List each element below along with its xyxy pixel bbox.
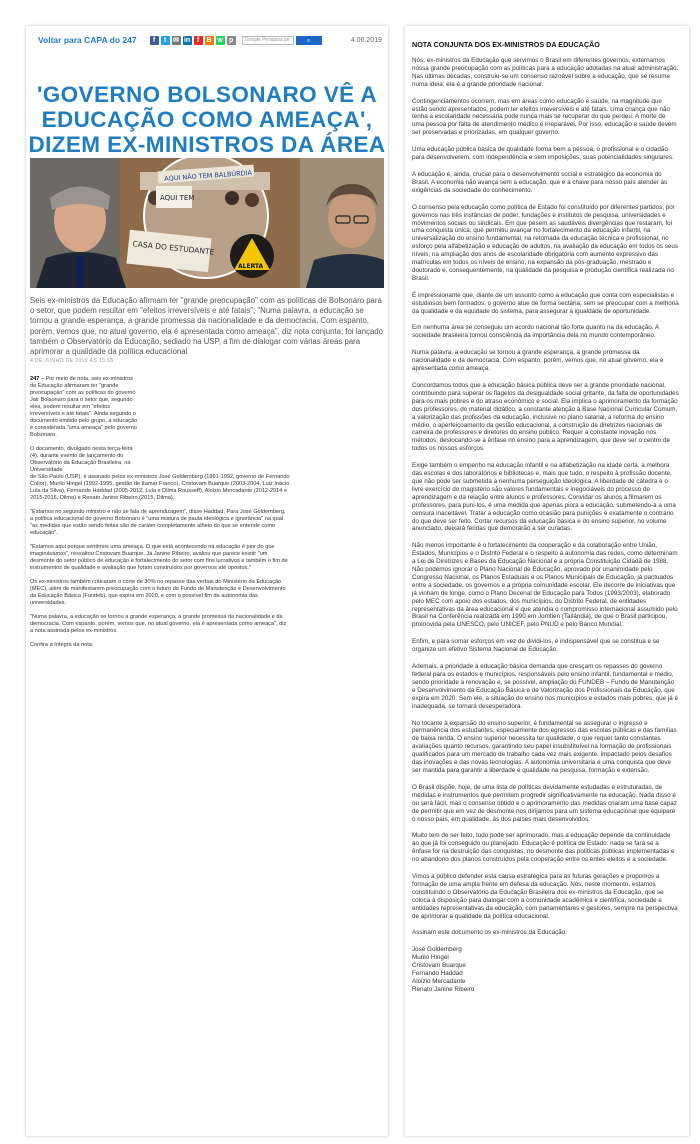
search-button[interactable]: [296, 36, 322, 45]
photo-sign-3: CASA DO ESTUDANTE: [132, 239, 215, 257]
note-paragraph: Exige também o empenho na educação infantil e na alfabetização na idade certa, a melhora das escolas e dos laboratórios e bibliotecas e, mais que tudo, o respeito à profissão docente, que não pode ser submetida a nenhuma perseguição ideológica. A liberdade de cátedra e o livre exercício do magistério são valores fundamentais e inegociáveis do processo de aprendizagem e da relação entre alunos e professores. Convidar os alunos a filmarem os professores, para puni-los, é uma medida que apenas piora a educação, submetendo-a a uma censura inaceitável. Tratar a educação como ocasião para punições é exatamente o contrário do que deve ser feito. Cortar recursos da educação básica e do ensino superior, no volume anunciado, deixará feridas que demorarão a ser curadas.: [412, 462, 676, 533]
whatsapp-icon[interactable]: w: [217, 36, 223, 44]
signatory-name: Cristovam Buarque: [412, 962, 466, 970]
note-paragraph: Uma educação pública básica de qualidade forma bem a pessoa, o profissional e o cidadão para desenvolverem, com independência e sem imposições, suas potencialidades singulares.: [412, 146, 674, 162]
paragraph-2-text-a: O documento, divulgado nesta terça-feira (4), durante evento de lançamento do Observatório da Educação Brasileira, na Universidade: [30, 446, 133, 473]
note-paragraph: O Brasil dispõe, hoje, de uma lista de políticas devidamente estudadas e estruturadas, de medidas e instrumentos que permitem progredir significativamente na educação. Nada disso é ou será fácil, mas o consenso obtido e o aprimoramento das medidas criaram uma base capaz de permitir que em vez de desmonte nos dirijamos para um sistema educacional que equipare o nosso país, em qualidade, às dos países mais desenvolvidos.: [412, 783, 677, 823]
note-paragraph: Numa palavra, a educação se tornou a grande esperança, a grande promessa da nacionalidade e da democracia. Com espanto, porém, vemos que, no atual governo, ela é apresentada como ameaça.: [412, 349, 664, 373]
note-paragraph: Em nenhuma área se conseguiu um acordo nacional tão forte quanto na da educação. A sociedade brasileira tomou consciência da importância dela no mundo contemporâneo.: [412, 324, 659, 340]
note-paragraph: Concordamos todos que a educação básica pública deve ser a grande prioridade nacional, contribuindo para superar os flagelos da desigualdade social gritante, da falta de oportunidades para os mais pobres e do atraso econômico e social. Ela implica o aprimoramento da formação dos professores, do material didático, a constante atenção à Base Nacional Curricular Comum, a valorização das profissões da educação, inclusive no plano salarial, a reforma do ensino médio, o aperfeiçoamento da gestão educacional, a construção de diretrizes nacionais de carreira de professores e diretores do ensino público. Requer a constante inovação nos métodos, deslocando-se a ênfase no ensino para a aprendizagem, que deve ser o centro de todos os nossos esforços.: [412, 382, 679, 453]
signatory-name: Fernando Haddad: [412, 970, 463, 978]
article-panel: [26, 26, 388, 1136]
linkedin-icon[interactable]: in: [183, 36, 191, 44]
flipboard-icon[interactable]: f: [194, 36, 203, 45]
joint-note-panel: [405, 26, 689, 1136]
page-title: 'GOVERNO BOLSONARO VÊ A EDUCAÇÃO COMO AMEAÇA', DIZEM EX-MINISTROS DA ÁREA: [28, 82, 386, 157]
social-share-bar: [150, 36, 236, 45]
photo-sign-1: AQUI NÃO TEM BALBÚRDIA: [163, 168, 253, 183]
paragraph-7: Confira a íntegra da nota:: [30, 642, 94, 648]
signatory-name: Aloizio Mercadante: [412, 978, 466, 985]
note-paragraph: Enfim, e para somar esforços em vez de dividi-los, é indispensável que se constitua e se organize um efetivo Sistema Nacional de Educação.: [412, 638, 660, 654]
paragraph-2: [30, 446, 290, 502]
paragraph-1-text: – Por meio de nota, seis ex-ministros da Educação afirmaram ter "grande preocupação" com as políticas do governo Jair Bolsonaro para o setor que, segundo eles, podem resultar em "efeitos irreversíveis e até fatais". Ainda segundo o documento emitido pelo grupo, a educação é considerada "uma ameaça" pelo governo Bolsonaro.: [30, 376, 138, 438]
facebook-icon[interactable]: f: [150, 36, 159, 45]
note-paragraph: Contingenciamentos ocorrem, mas em áreas como educação e saúde, na magnitude que estão sendo apresentados, podem ter efeitos irreversíveis e até fatais. Uma criança que não tenha a escolaridade necessária pode nunca mais se recuperar do que perdeu. A morte de uma pessoa por falta de atendimento médico é irreparável. Por isso, educação e saúde devem ser preservadas e priorizadas, em qualquer governo.: [412, 97, 677, 137]
source-tag: 247: [30, 376, 40, 382]
note-paragraph: Nós, ex-ministros da Educação que servimos o Brasil em diferentes governos, externamos nossa grande preocupação com as políticas para a educação adotadas na atual administração. Nas últimas décadas, construiu-se um consenso razoável sobre a educação, que se resume numa ideia: ela é a grande prioridade nacional.: [412, 57, 679, 88]
photo-sign-4: ALERTA: [238, 263, 264, 270]
twitter-icon[interactable]: t: [161, 36, 170, 45]
paragraph-4: "Estamos aqui porque sentimos uma ameaça. O que está acontecendo na educação é pior do que imaginávamos", ressaltou Cristovam Buarque. Já Janine Ribeiro, avaliou que parece existir "um desmonte do setor público de educação e fortalecimento do setor com fins lucrativos e também o fim de instrumentos de qualidade e avaliação que foram construídos por governos até opostos.": [30, 544, 288, 571]
top-bar: [26, 26, 388, 54]
note-paragraph: Assinam este documento os ex-ministros da Educação:: [412, 929, 568, 937]
signatory-name: Renato Janine Ribeiro: [412, 985, 475, 993]
note-paragraph: Muito tem de ser feito, tudo pode ser aprimorado, mas a educação depende da continuidade ao que já foi conseguido ou planejado. Educação é política de Estado: nada se fará se a ênfase for na destruição das conquistas, no desmonte das políticas públicas implementadas e no abandono dos planos construídos pela cooperação entre os entes eleitos e a sociedade.: [412, 832, 675, 864]
note-paragraph: É impressionante que, diante de um assunto como a educação que conta com especialistas e estudiosos bem formados, o governo atue de forma sectária, sem se preocupar com a melhoria da qualidade e da equidade do sistema, para assegurar a igualdade de oportunidade.: [412, 291, 679, 315]
note-paragraph: Ademais, a prioridade à educação básica demanda que cresçam os repasses do governo federal para os estados e municípios, responsáveis pelo ensino infantil, fundamental e médio, sendo prioridade a renovação e, se possível, ampliação do FUNDEB – Fundo de Manutenção e Desenvolvimento da Educação Básica e de Valorização dos Profissionais da Educação, que expira em 2020. Sem ele, a situação do ensino nos municípios e estados mais pobres, que já é inadequada, se tornará desesperadora.: [412, 663, 679, 710]
article-photo: [30, 158, 384, 288]
publication-date: 4 DE JUNHO DE 2019 ÀS 13:55: [30, 358, 114, 364]
paragraph-3: "Estamos no segundo ministro e não se fala de aprendizagem", disse Haddad. Para José Goldemberg, a política educacional do governo Bolsonaro é "uma mistura de pauta ideológica e ignorância" na qual "as medidas que estão sendo feitas são de caráter completamente alheio do que se entende como educação".: [30, 509, 286, 536]
note-paragraph: A educação é, ainda, crucial para o desenvolvimento social e estratégico da economia do Brasil. A economia não avança sem a educação, que é a chave para nosso país atender às exigências da sociedade do conhecimento.: [412, 170, 668, 194]
photo-sign-2: AQUI TEM: [160, 194, 195, 202]
article-body: [30, 376, 290, 656]
print-icon[interactable]: p: [227, 36, 236, 45]
note-paragraph: Vimos a público defender esta causa estratégica para as futuras gerações e propomos a formação de uma ampla frente em defesa da educação. Nós, neste momento, estamos constituindo o Observatório da Educação Brasileira dos ex-ministros da Educação, que se coloca à disposição para dialogar com a comunidade acadêmica e científica, sociedade e entidades representativas da educação, com parlamentares e gestores, sempre na perspectiva de aprimorar a qualidade da política educacional.: [412, 873, 678, 920]
paragraph-5: Os ex-ministros também criticaram o corte de 30% no repasse das verbas do Ministério da Educação (MEC), além de manifestarem preocupação com o futuro do Fundo de Manutenção e Desenvolvimento da Educação Básica (Fundeb), que expira em 2020, e com o possível fim da autonomia das universidades.: [30, 579, 286, 606]
note-paragraph: O consenso pela educação como política de Estado foi constituído por diferentes partidos, por governos nas três instâncias de poder, fundações e institutos de pesquisa, universidades e movimentos sociais ou sindicais. Em que pesem as saudáveis divergências que restaram, foi uma conquista única, que permitiu avançar no fortalecimento da educação infantil, na universalização do ensino fundamental, na retomada da educação técnica e profissional, no esforço pela alfabetização e educação de adultos, na avaliação da educação em todos os seus níveis, na ampliação dos anos de escolaridade obrigatória com aumento expressivo das matrículas em todos os níveis de ensino, na expansão da pós-graduação, mestrado e doutorado e, consequentemente, na qualidade da pesquisa e produção científica realizada no Brasil.: [412, 203, 679, 282]
search-icon: ⌕: [306, 36, 311, 44]
note-body: [412, 57, 679, 937]
email-icon[interactable]: ✉: [173, 36, 180, 44]
paragraph-1: [30, 376, 140, 439]
back-to-home-link[interactable]: Voltar para CAPA do 247: [38, 35, 137, 45]
paragraph-6: "Numa palavra, a educação se tornou a grande esperança, a grande promessa da nacionalidade e da democracia. Com espanto, porém, vemos que, no atual governo, ela é apresentada como ameaça", diz a nota assinada pelos ex-ministros.: [30, 614, 287, 634]
header-date: 4.06.2019: [350, 36, 382, 44]
note-paragraph: No tocante à expansão do ensino superior, é fundamental se assegurar o ingresso e permanência dos estudantes, especialmente dos egressos das escolas públicas e das famílias de baixa renda. O ensino superior necessita ter qualidade, o que requer tanto constantes avaliações quanto recursos, garantindo seu papel insubstituível na formação de profissionais qualificados para um mercado de trabalho cada vez mais exigente, impactado pelos desafios das inovações e das novas tecnologias. A autonomia universitária é uma conquista que deve ser mantida para garantir a liberdade e qualidade na pesquisa, formação e extensão.: [412, 719, 677, 774]
note-paragraph: Não menos importante é o fortalecimento da cooperação e da colaboração entre União, Estados, Municípios e o Distrito Federal e o respeito à autonomia das redes, como determinam a Lei de Diretrizes e Bases da Educação Nacional e a própria Constituição Cidadã de 1988. Não podemos ignorar o Plano Nacional de Educação, aprovado por unanimidade pelo Congresso Nacional, os Planos Estaduais e os Planos Municipais de Educação, já pactuados entre a sociedade, os governos e a própria comunidade escolar. Ele decorre de iniciativas que já vinham de longe, como o Plano Decenal de Educação para Todos (1993/2003), elaborado pelo MEC com apoio dos estados, dos municípios, do Distrito Federal, de entidades representativas da área educacional e que atendia o compromisso internacional assumido pelo Brasil na Conferência realizada em 1990 em Jomtien (Tailândia), de que o Brasil participou, promovida pela UNESCO, pelo UNICEF, pelo PNUD e pelo Banco Mundial.: [412, 542, 678, 629]
signatory-name: José Goldemberg: [412, 946, 462, 954]
signatory-name: Murilo Hingel: [412, 954, 449, 962]
blogger-icon[interactable]: B: [206, 36, 212, 44]
paragraph-2-text-b: de São Paulo (USP), é assinado pelos ex-ministros José Goldemberg (1991-1992, governo de Fernando Collor), Murilo Hingel (1992-1995, gestão de Itamar Franco), Cristovam Buarque (2003-2004, Luiz Inácio Lula da Silva), Fernando Haddad (2005-2012, Lula e Dilma Rousseff), Aloizio Mercadante (2012-2014 e 2015-2016, Dilma) e Renato Janine Ribeiro (2015, Dilma).: [30, 474, 290, 501]
note-signatories: [412, 946, 679, 993]
note-title: NOTA CONJUNTA DOS EX-MINISTROS DA EDUCAÇÃO: [412, 40, 600, 49]
search-input[interactable]: Google Pesquisa pe: [242, 36, 294, 45]
article-lead: Seis ex-ministros da Educação afirmam ter "grande preocupação" com as políticas de Bolsonaro para o setor, que podem resultar em "efeitos irreversíveis e até fatais"; "Numa palavra, a educação se tornou a grande esperança, a grande promessa da nacionalidade e da democracia. Com espanto, porém, vemos que, no atual governo, ela é apresentada como ameaça", diz nota conjunta; foi lançado também o Observatório da Educação, sediado na USP, a fim de dialogar com várias áreas para aprimorar a qualidade da política educacional: [30, 296, 383, 357]
